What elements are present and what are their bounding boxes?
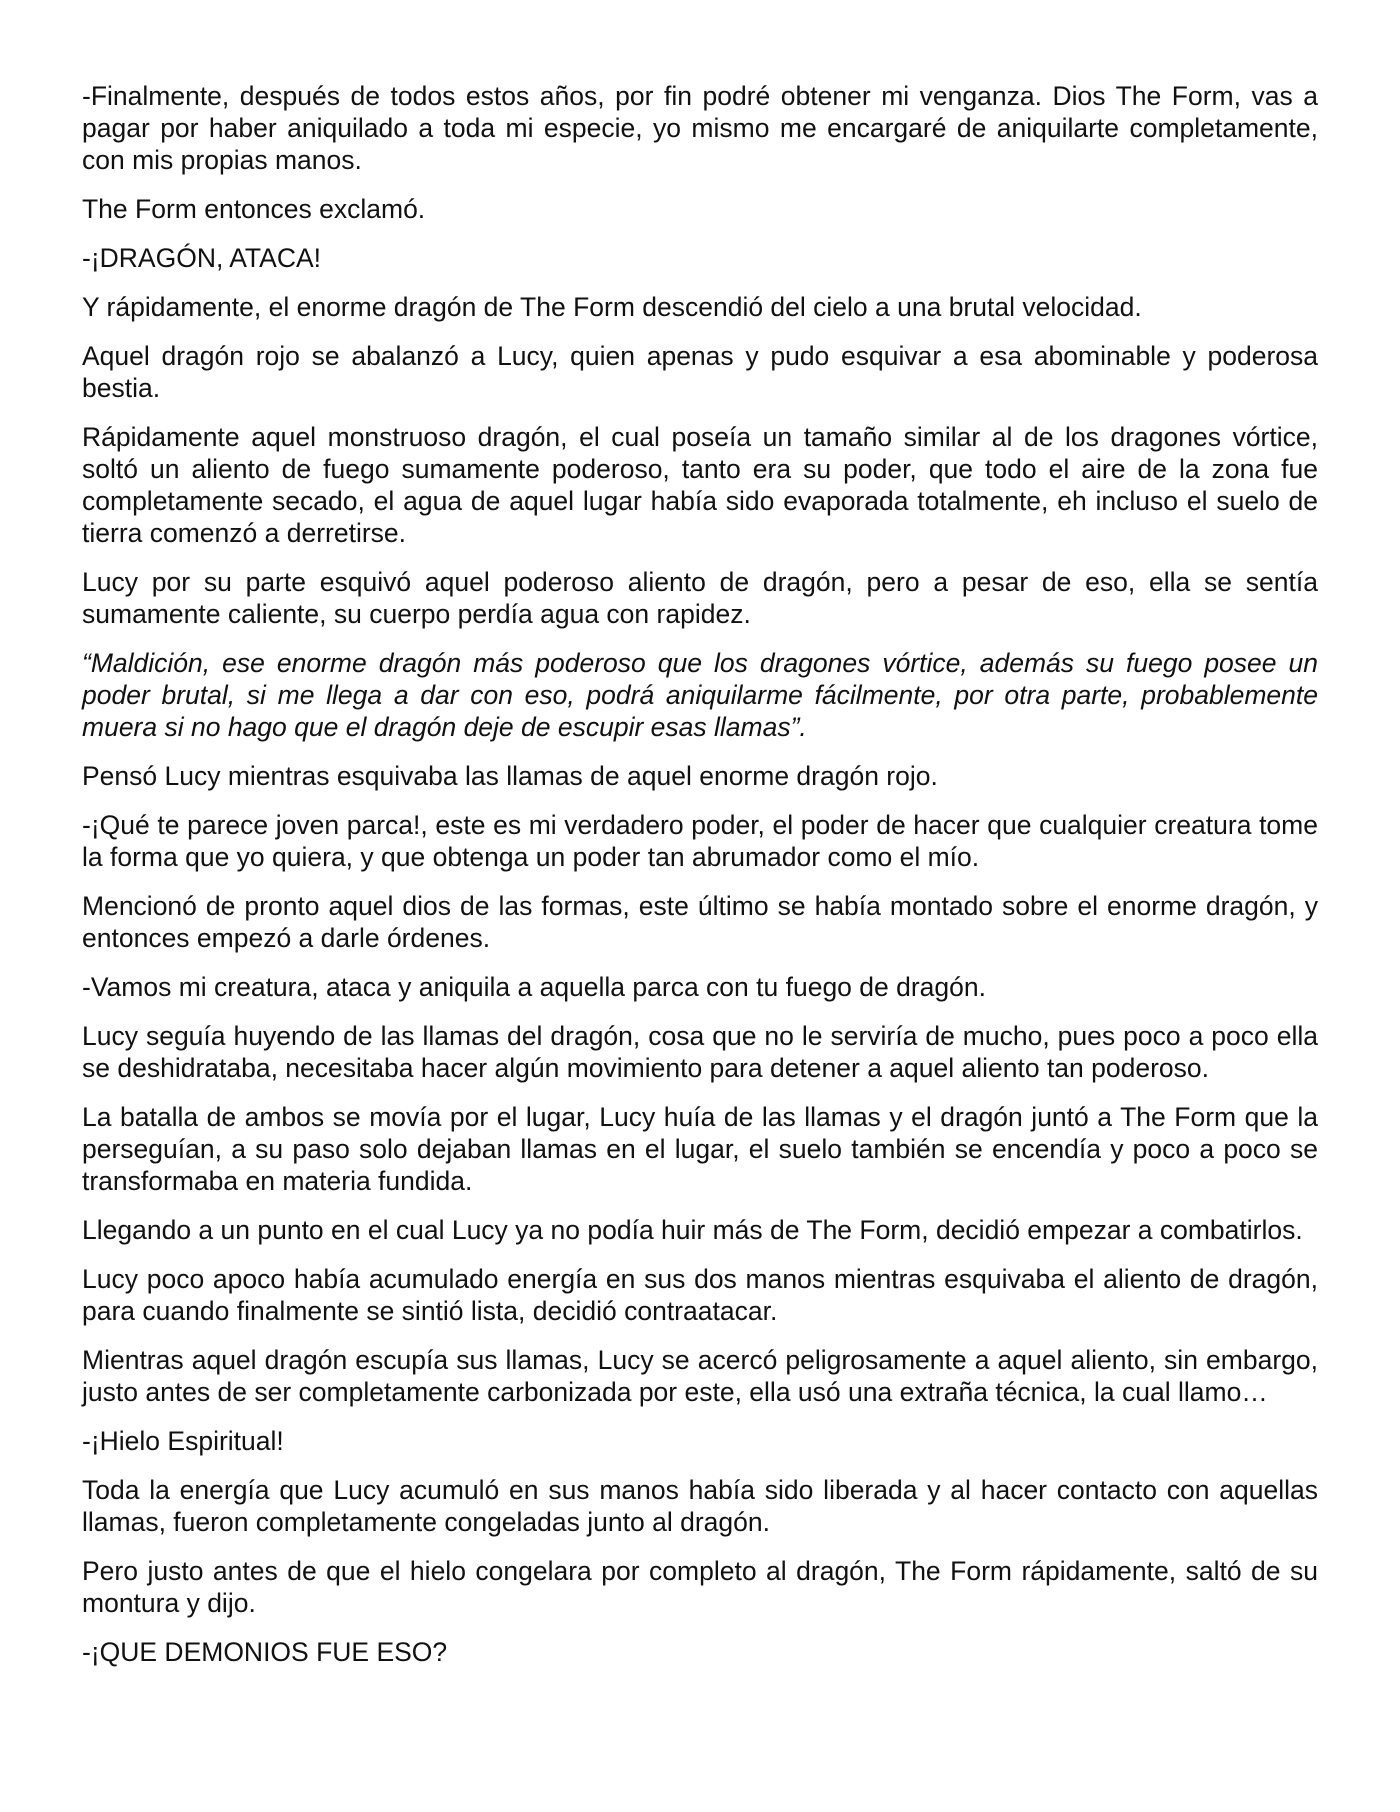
paragraph: -¡DRAGÓN, ATACA! — [82, 243, 322, 273]
paragraph: Mientras aquel dragón escupía sus llamas, Lucy se acercó peligrosamente a aquel aliento, sin embargo, justo antes de ser completamente carbonizada por este, ella usó una extraña técnica, la cual llamo… — [82, 1345, 1318, 1407]
paragraph: -¡QUE DEMONIOS FUE ESO? — [82, 1637, 448, 1667]
paragraph: Toda la energía que Lucy acumuló en sus manos había sido liberada y al hacer contacto con aquellas llamas, fueron completamente congeladas junto al dragón. — [82, 1475, 1318, 1537]
paragraph: Aquel dragón rojo se abalanzó a Lucy, quien apenas y pudo esquivar a esa abominable y poderosa bestia. — [82, 341, 1318, 403]
paragraph: -Vamos mi creatura, ataca y aniquila a aquella parca con tu fuego de dragón. — [82, 972, 987, 1002]
paragraph: Lucy seguía huyendo de las llamas del dragón, cosa que no le serviría de mucho, pues poco a poco ella se deshidrataba, necesitaba hacer algún movimiento para detener a aquel aliento tan poderoso. — [82, 1021, 1318, 1083]
document-page — [82, 80, 1318, 1685]
paragraph: -¡Hielo Espiritual! — [82, 1426, 284, 1456]
paragraph: Llegando a un punto en el cual Lucy ya no podía huir más de The Form, decidió empezar a combatirlos. — [82, 1215, 1303, 1245]
paragraph: Lucy poco apoco había acumulado energía en sus dos manos mientras esquivaba el aliento de dragón, para cuando finalmente se sintió lista, decidió contraatacar. — [82, 1264, 1318, 1326]
paragraph: Mencionó de pronto aquel dios de las formas, este último se había montado sobre el enorme dragón, y entonces empezó a darle órdenes. — [82, 891, 1318, 953]
paragraph: -Finalmente, después de todos estos años, por fin podré obtener mi venganza. Dios The Form, vas a pagar por haber aniquilado a toda mi especie, yo mismo me encargaré de aniquilarte completamente, con mis propias manos. — [82, 81, 1318, 175]
paragraph: Pensó Lucy mientras esquivaba las llamas de aquel enorme dragón rojo. — [82, 761, 938, 791]
paragraph: The Form entonces exclamó. — [82, 194, 426, 224]
paragraph: -¡Qué te parece joven parca!, este es mi verdadero poder, el poder de hacer que cualquier creatura tome la forma que yo quiera, y que obtenga un poder tan abrumador como el mío. — [82, 810, 1318, 872]
thought-paragraph: “Maldición, ese enorme dragón más poderoso que los dragones vórtice, además su fuego posee un poder brutal, si me llega a dar con eso, podrá aniquilarme fácilmente, por otra parte, probablemente muera si no hago que el dragón deje de escupir esas llamas”. — [82, 648, 1318, 742]
paragraph: Y rápidamente, el enorme dragón de The Form descendió del cielo a una brutal velocidad. — [82, 292, 1142, 322]
paragraph: La batalla de ambos se movía por el lugar, Lucy huía de las llamas y el dragón juntó a The Form que la perseguían, a su paso solo dejaban llamas en el lugar, el suelo también se encendía y poco a poco se transformaba en materia fundida. — [82, 1102, 1318, 1196]
paragraph: Pero justo antes de que el hielo congelara por completo al dragón, The Form rápidamente, saltó de su montura y dijo. — [82, 1556, 1318, 1618]
paragraph: Rápidamente aquel monstruoso dragón, el cual poseía un tamaño similar al de los dragones vórtice, soltó un aliento de fuego sumamente poderoso, tanto era su poder, que todo el aire de la zona fue completamente secado, el agua de aquel lugar había sido evaporada totalmente, eh incluso el suelo de tierra comenzó a derretirse. — [82, 422, 1318, 548]
paragraph: Lucy por su parte esquivó aquel poderoso aliento de dragón, pero a pesar de eso, ella se sentía sumamente caliente, su cuerpo perdía agua con rapidez. — [82, 567, 1318, 629]
